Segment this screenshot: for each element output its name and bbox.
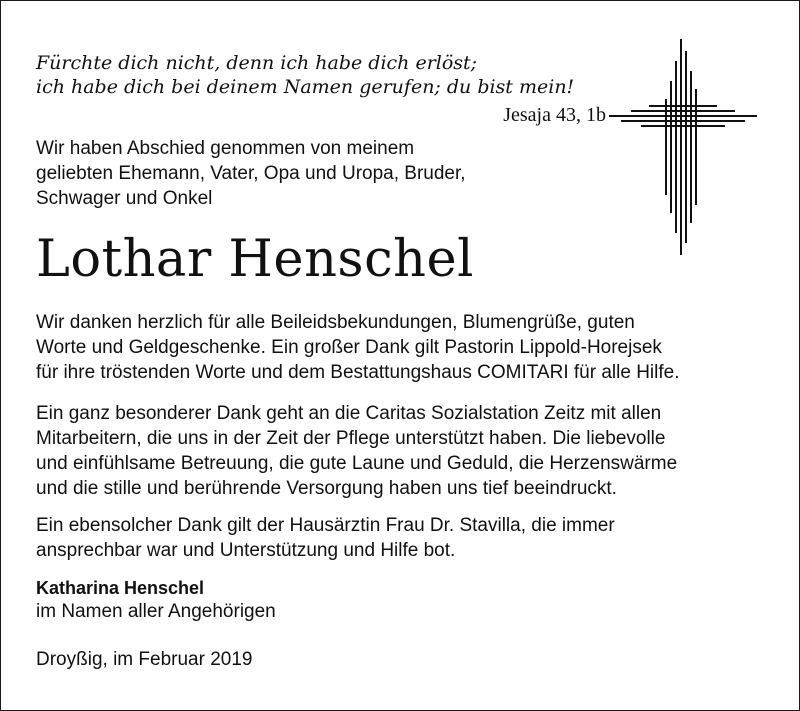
signer-name: Katharina Henschel — [36, 578, 205, 598]
thanks-line: und einfühlsame Betreuung, die gute Laune und Geduld, die Herzenswärme — [36, 453, 678, 474]
intro-line: geliebten Ehemann, Vater, Opa und Uropa, Bruder, — [36, 163, 466, 184]
cross-icon — [601, 37, 761, 257]
bible-verse — [36, 51, 574, 99]
intro-line: Wir haben Abschied genommen von meinem — [36, 138, 415, 159]
verse-line: Fürchte dich nicht, denn ich habe dich erlöst; — [36, 52, 478, 74]
thanks-line: Mitarbeitern, die uns in der Zeit der Pflege unterstützt haben. Die liebevolle — [36, 428, 666, 449]
deceased-name: Lothar Henschel — [36, 230, 474, 289]
intro-line: Schwager und Onkel — [36, 188, 213, 209]
thanks-line: Ein ebensolcher Dank gilt der Hausärztin Frau Dr. Stavilla, die immer — [36, 515, 615, 536]
thanks-line: für ihre tröstenden Worte und dem Bestattungshaus COMITARI für alle Hilfe. — [36, 362, 680, 383]
thanks-line: und die stille und berührende Versorgung haben uns tief beeindruckt. — [36, 478, 617, 499]
thanks-line: ansprechbar war und Unterstützung und Hilfe bot. — [36, 540, 456, 561]
thanks-paragraph — [36, 401, 771, 501]
thanks-line: Ein ganz besonderer Dank geht an die Caritas Sozialstation Zeitz mit allen — [36, 403, 662, 424]
verse-line: ich habe dich bei deinem Namen gerufen; du bist mein! — [36, 76, 575, 98]
thanks-line: Worte und Geldgeschenke. Ein großer Dank gilt Pastorin Lippold-Horejsek — [36, 337, 662, 358]
verse-reference: Jesaja 43, 1b — [503, 104, 606, 126]
signer-note: im Namen aller Angehörigen — [36, 601, 276, 622]
thanks-line: Wir danken herzlich für alle Beileidsbekundungen, Blumengrüße, guten — [36, 312, 635, 333]
thanks-paragraph — [36, 513, 771, 563]
farewell-intro — [36, 136, 476, 211]
place-date: Droyßig, im Februar 2019 — [36, 649, 253, 670]
thanks-paragraph — [36, 310, 771, 385]
